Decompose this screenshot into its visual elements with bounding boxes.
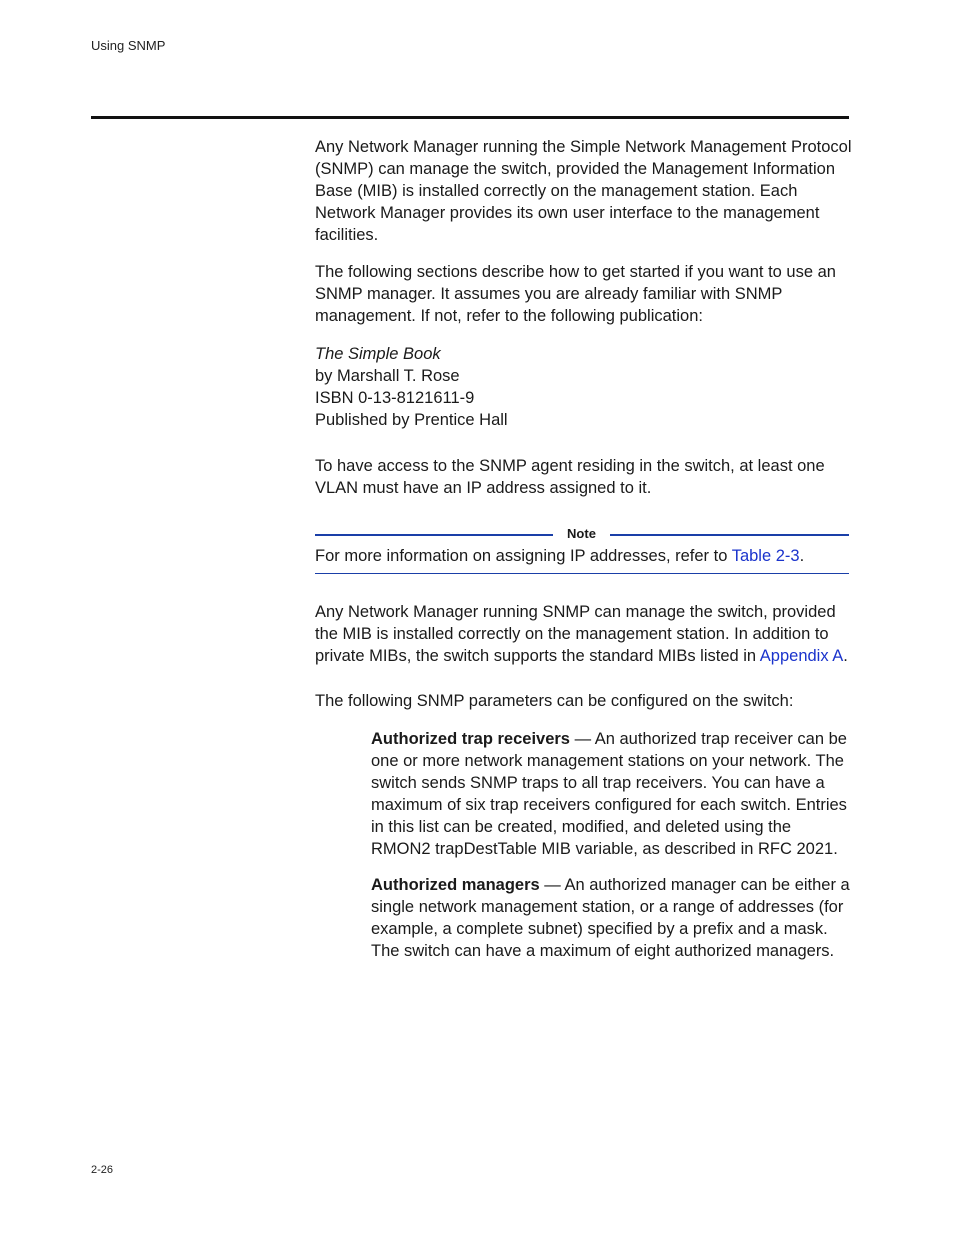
parameter-term: Authorized managers bbox=[371, 876, 540, 894]
intro-paragraph: Any Network Manager running the Simple Network Management Protocol (SNMP) can manage the switch, provided the Management Information Base (MIB) is installed correctly on the management station. Each Network Manager provides its own user interface to the management facilities. bbox=[315, 138, 852, 244]
parameter-term: Authorized trap receivers bbox=[371, 730, 570, 748]
citation-isbn: ISBN 0-13-8121611-9 bbox=[315, 389, 475, 407]
page-number: 2-26 bbox=[91, 1164, 114, 1176]
parameter-list bbox=[371, 728, 851, 962]
header-rule bbox=[91, 116, 849, 119]
note-header bbox=[315, 527, 849, 541]
citation-author: by Marshall T. Rose bbox=[315, 367, 460, 385]
note-text-after: . bbox=[799, 547, 805, 565]
parameter-item bbox=[371, 728, 851, 860]
table-2-3-link[interactable]: Table 2-3 bbox=[731, 547, 800, 565]
parameter-description: — An authorized manager can be either a single network management station, or a range of addresses (for example, a complete subnet) specified by a prefix and a mask. The switch can have a maximum of eight authorized managers. bbox=[371, 876, 850, 960]
parameter-description: — An authorized trap receiver can be one or more network management stations on your network. The switch sends SNMP traps to all trap receivers. You can have a maximum of six trap receivers configured for each switch. Entries in this list can be created, modified, and deleted using the RMON2 trapDestTable MIB variable, as described in RFC 2021. bbox=[371, 730, 847, 858]
parameter-item bbox=[371, 874, 851, 962]
mib-text-before: Any Network Manager running SNMP can manage the switch, provided the MIB is installed correctly on the management station. In addition to private MIBs, the switch supports the standard MIBs listed in bbox=[315, 603, 836, 665]
parameters-intro: The following SNMP parameters can be configured on the switch: bbox=[315, 692, 794, 710]
note-text-before: For more information on assigning IP addresses, refer to bbox=[315, 547, 732, 565]
mib-paragraph bbox=[315, 601, 855, 667]
book-citation bbox=[315, 343, 855, 431]
note-text bbox=[315, 541, 849, 574]
main-content bbox=[315, 136, 855, 962]
getting-started-paragraph: The following sections describe how to get started if you want to use an SNMP manager. It assumes you are already familiar with SNMP management. If not, refer to the following publication: bbox=[315, 263, 836, 325]
citation-publisher: Published by Prentice Hall bbox=[315, 411, 508, 429]
citation-title: The Simple Book bbox=[315, 345, 441, 363]
note-label: Note bbox=[567, 526, 596, 541]
mib-text-after: . bbox=[843, 647, 848, 665]
note-box bbox=[315, 527, 849, 574]
appendix-a-link[interactable]: Appendix A bbox=[759, 647, 844, 665]
note-rule-right bbox=[610, 534, 849, 536]
running-header: Using SNMP bbox=[91, 38, 166, 53]
access-paragraph: To have access to the SNMP agent residing in the switch, at least one VLAN must have an IP address assigned to it. bbox=[315, 457, 825, 497]
note-rule-left bbox=[315, 534, 553, 536]
